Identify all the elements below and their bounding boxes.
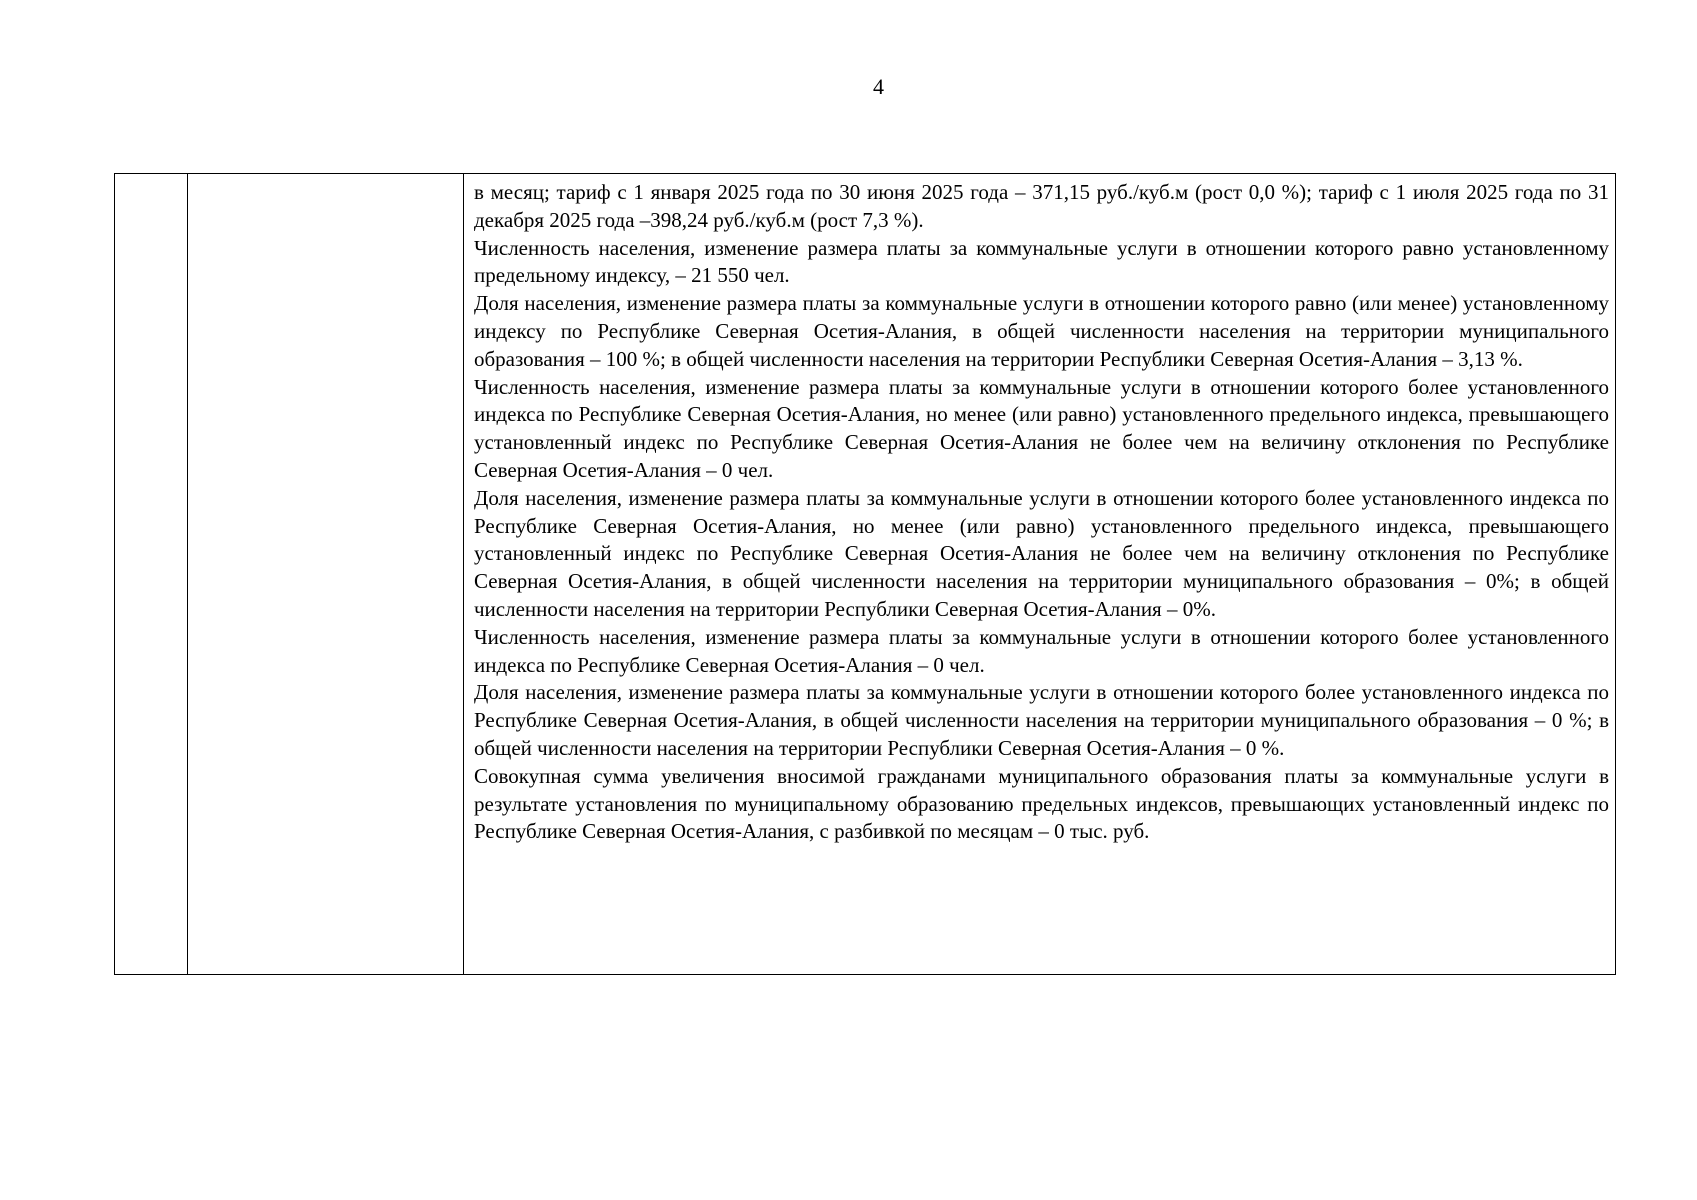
page-number: 4 — [873, 74, 884, 99]
document-table — [114, 173, 1616, 975]
paragraph-population-above-index: Численность населения, изменение размера платы за коммунальные услуги в отношении которого более установленного индекса по Республике Северная Осетия-Алания – 0 чел. — [474, 624, 1609, 677]
table-cell-description — [464, 174, 1616, 975]
paragraph-tariff: в месяц; тариф с 1 января 2025 года по 30 июня 2025 года – 371,15 руб./куб.м (рост 0,0 %); тариф с 1 июля 2025 года по 31 декабря 2025 года –398,24 руб./куб.м (рост 7,3 %). — [474, 180, 1609, 232]
paragraph-total-increase-sum: Совокупная сумма увеличения вносимой гражданами муниципального образования платы за коммунальные услуги в результате установления по муниципальному образованию предельных индексов, превышающих установленный индекс по Республике Северная Осетия-Алания, с разбивкой по месяцам – 0 тыс. руб. — [474, 763, 1609, 844]
paragraph-share-above-index-within-limit: Доля населения, изменение размера платы за коммунальные услуги в отношении которого более установленного индекса по Республике Северная Осетия-Алания, но менее (или равно) установленного предельного индекса, превышающего установленный индекс по Республике Северная Осетия-Алания не более чем на величину отклонения по Республике Северная Осетия-Алания, в общей численности населения на территории муниципального образования – 0%; в общей численности населения на территории Республики Северная Осетия-Алания – 0%. — [474, 485, 1609, 621]
paragraph-share-equal-or-less-index: Доля населения, изменение размера платы за коммунальные услуги в отношении которого равно (или менее) установленному индексу по Республике Северная Осетия-Алания, в общей численности населения на территории муниципального образования – 100 %; в общей численности населения на территории Республики Северная Осетия-Алания – 3,13 %. — [474, 291, 1609, 371]
description-text-block — [464, 174, 1615, 846]
table-cell-number — [115, 174, 188, 975]
paragraph-population-equal-index: Численность населения, изменение размера платы за коммунальные услуги в отношении которого равно установленному предельному индексу, – 21 550 чел. — [474, 235, 1609, 288]
paragraph-population-above-index-within-limit: Численность населения, изменение размера платы за коммунальные услуги в отношении которого более установленного индекса по Республике Северная Осетия-Алания, но менее (или равно) установленного предельного индекса, превышающего установленный индекс по Республике Северная Осетия-Алания не более чем на величину отклонения по Республике Северная Осетия-Алания – 0 чел. — [474, 374, 1609, 482]
paragraph-share-above-index: Доля населения, изменение размера платы за коммунальные услуги в отношении которого более установленного индекса по Республике Северная Осетия-Алания, в общей численности населения на территории муниципального образования – 0 %; в общей численности населения на территории Республики Северная Осетия-Алания – 0 %. — [474, 680, 1609, 760]
table-cell-name — [188, 174, 464, 975]
table-row — [115, 174, 1616, 975]
